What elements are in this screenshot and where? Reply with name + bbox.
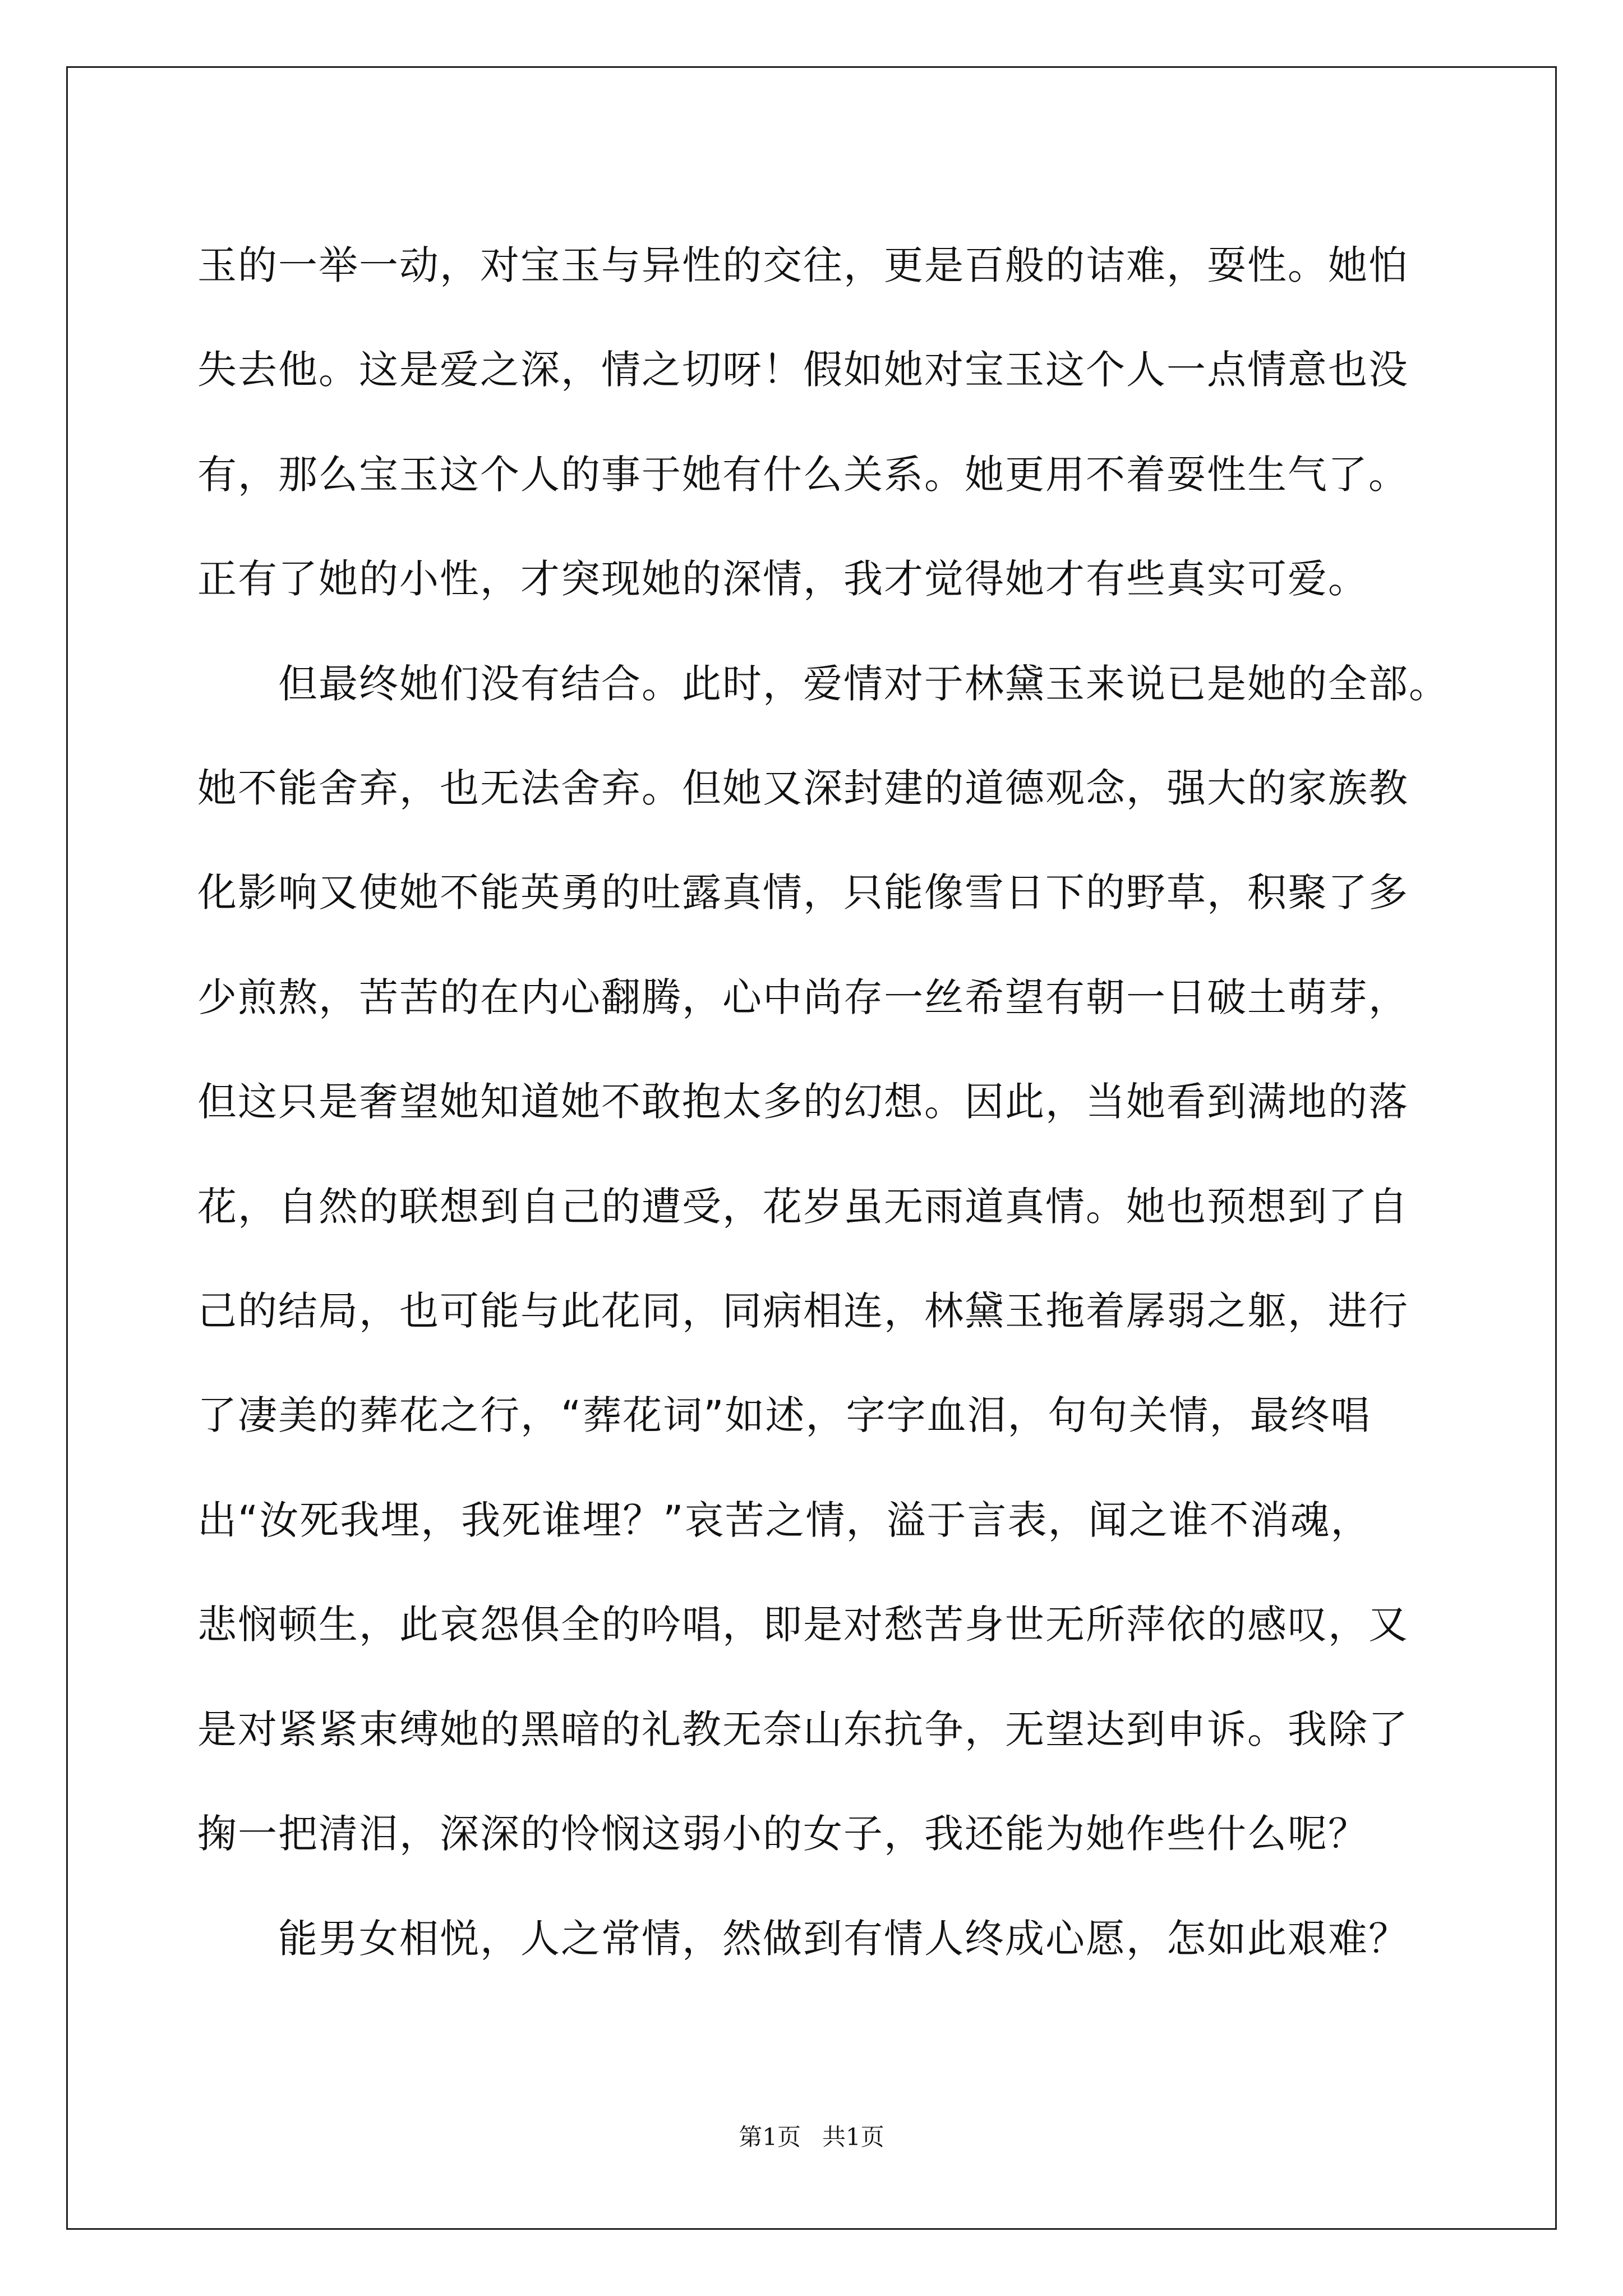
text-line: 出“汝死我埋，我死谁埋？”哀苦之情，溢于言表，闻之谁不消魂， — [197, 1497, 1371, 1543]
text-line: 但这只是奢望她知道她不敢抱太多的幻想。因此，当她看到满地的落 — [197, 1079, 1409, 1125]
page-footer — [0, 2123, 1623, 2152]
text-line: 掬一把清泪，深深的怜悯这弱小的女子，我还能为她作些什么呢？ — [197, 1811, 1368, 1857]
text-line: 是对紧紧束缚她的黑暗的礼教无奈山东抗争，无望达到申诉。我除了 — [197, 1706, 1409, 1752]
document-body — [197, 213, 1449, 1991]
text-line: 但最终她们没有结合。此时，爱情对于林黛玉来说已是她的全部。 — [197, 660, 1449, 707]
text-line: 化影响又使她不能英勇的吐露真情，只能像雪日下的野草，积聚了多 — [197, 869, 1409, 916]
text-line: 己的结局，也可能与此花同，同病相连，林黛玉拖着孱弱之躯，进行 — [197, 1288, 1409, 1335]
text-line: 悲悯顿生，此哀怨俱全的吟唱，即是对愁苦身世无所萍依的感叹，又 — [197, 1602, 1409, 1648]
text-line: 她不能舍弃，也无法舍弃。但她又深封建的道德观念，强大的家族教 — [197, 765, 1409, 812]
text-line: 了凄美的葬花之行，“葬花词”如述，字字血泪，句句关情，最终唱 — [197, 1392, 1371, 1439]
text-line: 有，那么宝玉这个人的事于她有什么关系。她更用不着耍性生气了。 — [197, 451, 1409, 498]
text-line: 失去他。这是爱之深，情之切呀！假如她对宝玉这个人一点情意也没 — [197, 347, 1409, 393]
text-line: 玉的一举一动，对宝玉与异性的交往，更是百般的诘难，耍性。她怕 — [197, 242, 1409, 288]
page-number-total: 共1页 — [822, 2123, 884, 2151]
text-line: 花，自然的联想到自己的遭受，花岁虽无雨道真情。她也预想到了自 — [197, 1183, 1409, 1230]
text-line: 正有了她的小性，才突现她的深情，我才觉得她才有些真实可爱。 — [197, 556, 1368, 602]
text-line: 能男女相悦，人之常情，然做到有情人终成心愿，怎如此艰难？ — [197, 1915, 1409, 1962]
page-number-current: 第1页 — [739, 2123, 801, 2151]
text-line: 少煎熬，苦苦的在内心翻腾，心中尚存一丝希望有朝一日破土萌芽， — [197, 974, 1409, 1020]
